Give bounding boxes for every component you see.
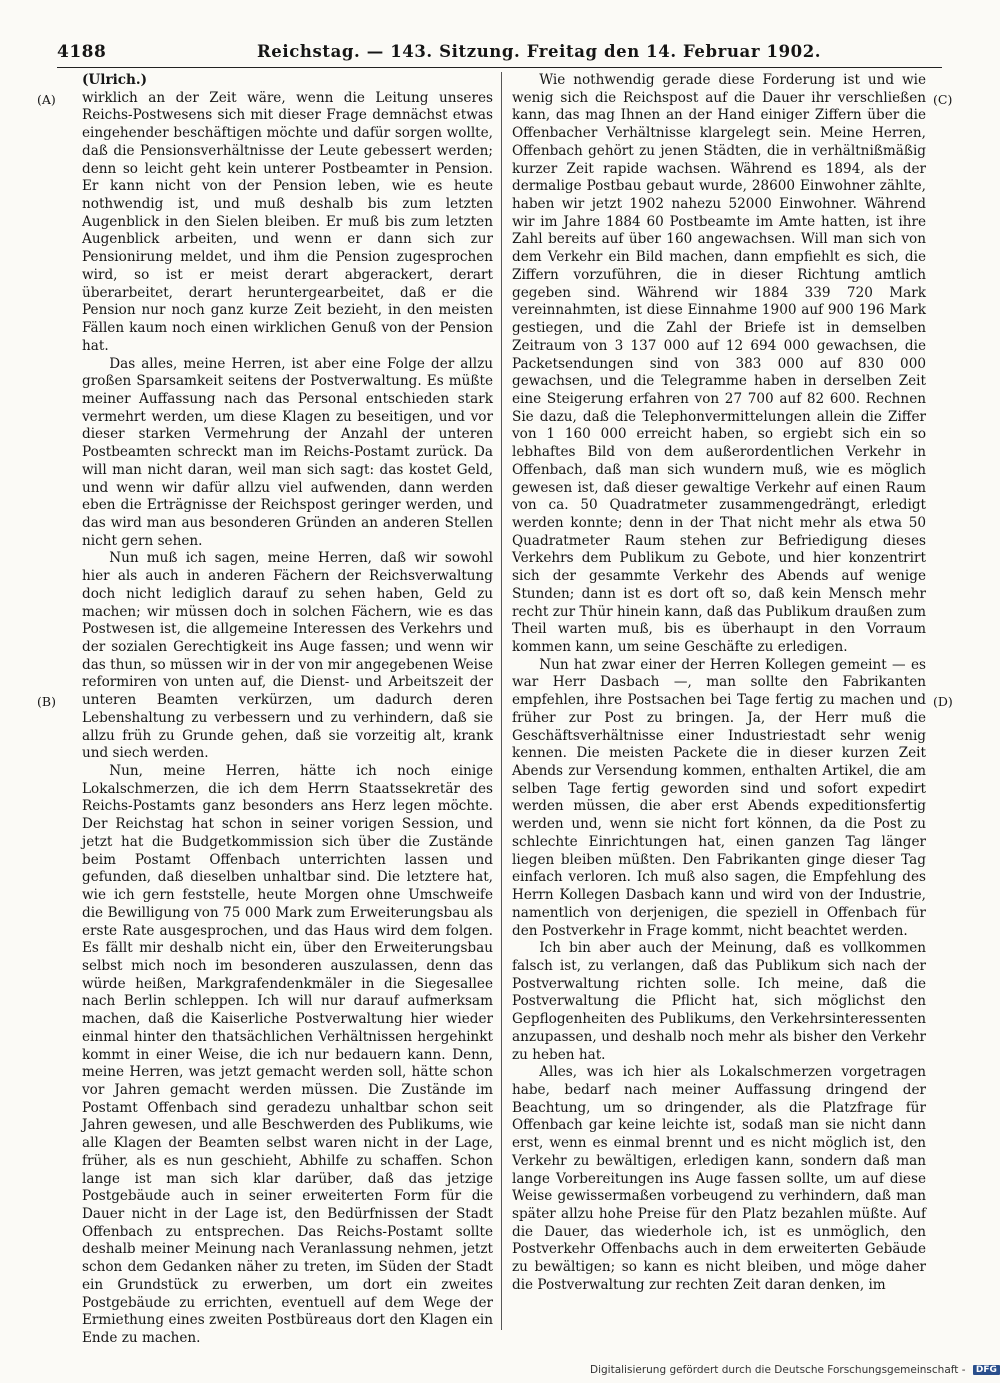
dfg-logo: DFG [973, 1365, 1000, 1375]
paragraph: Nun muß ich sagen, meine Herren, daß wir sowohl hier als auch in anderen Fächern der Reichsverwaltung doch nicht lediglich darauf zu sehen haben, Geld zu machen; wir müssen doch in solchen Fächern, wie es das Postwesen ist, die allgemeine Interessen des Verkehrs und der sozialen Gerechtigkeit ins Auge fassen; und wenn wir das thun, so müssen wir in der von mir angegebenen Weise reformiren von unten auf, die Dienst- und Arbeitszeit der unteren Beamten verkürzen, um dadurch deren Lebenshaltung zu verbessern und zu verhindern, daß sie allzu früh zu Grunde gehen, daß sie vorzeitig alt, krank und siech werden. [82, 550, 493, 762]
paragraph: Nun, meine Herren, hätte ich noch einige Lokalschmerzen, die ich dem Herrn Staatssekretär des Reichs-Postamts ganz besonders ans Herz legen möchte. Der Reichstag hat schon in seiner vorigen Session, und jetzt hat die Budgetkommission sich über die Zustände beim Postamt Offenbach unterrichten lassen und gefunden, daß dieselben unhaltbar sind. Die letztere hat, wie ich gern feststelle, heute Morgen ohne Umschweife die Bewilligung von 75 000 Mark zum Erweiterungsbau als erste Rate ausgesprochen, und das Haus wird dem folgen. Es fällt mir deshalb nicht ein, über den Erweiterungsbau selbst mich noch im besonderen auszulassen, denn das würde heißen, Markgrafendenkmäler in die Siegesallee nach Berlin schleppen. Ich will nur darauf aufmerksam machen, daß die Kaiserliche Postverwaltung hier wieder einmal hinter den thatsächlichen Verhältnissen hergehinkt kommt in einer Weise, die ich nur bedauern kann. Denn, meine Herren, was jetzt gemacht werden soll, hätte schon vor Jahren gemacht werden müssen. Die Zustände im Postamt Offenbach sind geradezu unhaltbar schon seit Jahren gewesen, und alle Beschwerden des Publikums, wie alle Klagen der Beamten selbst waren nicht in der Lage, früher, als es nun geschieht, Abhilfe zu schaffen. Schon lange ist man sich klar darüber, daß das jetzige Postgebäude auch in seiner erweiterten Form für die Dauer nicht in der Lage ist, den Bedürfnissen der Stadt Offenbach zu entsprechen. Das Reichs-Postamt sollte deshalb meiner Meinung nach Veranlassung nehmen, jetzt schon dem Gedanken näher zu treten, im Süden der Stadt ein Grundstück zu erwerben, um dort ein zweites Postgebäude zu errichten, eventuell auf dem Wege der Ermiethung eines zweiten Postbüreaus dort den Klagen ein Ende zu machen. [82, 763, 493, 1347]
column-divider [501, 72, 502, 1330]
page-header [57, 42, 942, 66]
paragraph: Nun hat zwar einer der Herren Kollegen gemeint — es war Herr Dasbach —, man sollte den Fabrikanten empfehlen, ihre Postsachen bei Tage fertig zu machen und früher zur Post zu bringen. Ja, der Herr muß die Geschäftsverhältnisse einer Industriestadt sehr wenig kennen. Die meisten Packete die in dieser kurzen Zeit Abends zur Versendung kommen, enthalten Artikel, die am selben Tage fertig geworden sind und sofort expedirt werden müssen, die aber erst Abends expeditionsfertig werden und, wenn sie nicht fort können, da die Post zu schlechte Einrichtungen hat, einen ganzen Tag länger liegen bleiben müßten. Den Fabrikanten ginge dieser Tag einfach verloren. Ich muß also sagen, die Empfehlung des Herrn Kollegen Dasbach kann und wird von der Industrie, namentlich von derjenigen, die speziell in Offenbach für den Postverkehr in Frage kommt, nicht beachtet werden. [512, 656, 926, 939]
running-title: Reichstag. — 143. Sitzung. Freitag den 14. Februar 1902. [257, 42, 822, 61]
paragraph: Das alles, meine Herren, ist aber eine Folge der allzu großen Sparsamkeit seitens der Postverwaltung. Es müßte meiner Auffassung nach das Personal entschieden stark vermehrt werden, um diese Klagen zu beseitigen, und vor dieser starken Vermehrung der Anzahl der unteren Postbeamten schreckt man im Reichs-Postamt zurück. Da will man nicht daran, weil man sich sagt: das kostet Geld, und wenn wir dafür allzu viel aufwenden, dann werden eben die Erträgnisse der Reichspost geringer werden, und das wird man aus besonderen Gründen an anderen Stellen nicht gern sehen. [82, 355, 493, 549]
paragraph: wirklich an der Zeit wäre, wenn die Leitung unseres Reichs-Postwesens sich mit dieser Frage demnächst etwas eingehender beschäftigen möchte und dafür sorgen wollte, daß die Pensionsverhältnisse der Leute gebessert werden; denn so leicht geht kein unterer Postbeamter in Pension. Er kann nicht von der Pension leben, wie es heute nothwendig ist, und muß deshalb bis zum letzten Augenblick in den Sielen bleiben. Er muß bis zum letzten Augenblick arbeiten, und wenn er dann sich zur Pensionirung meldet, und ihm die Pension zugesprochen wird, so ist er meist derart abgerackert, derart überarbeitet, derart heruntergearbeitet, daß er die Pension nur noch ganz kurze Zeit bezieht, in den meisten Fällen kaum noch einen wirklichen Genuß von der Pension hat. [82, 89, 493, 354]
paragraph: Ich bin aber auch der Meinung, daß es vollkommen falsch ist, zu verlangen, daß das Publikum sich nach der Postverwaltung richten solle. Ich meine, daß die Postverwaltung die Pflicht hat, sich möglichst den Gepflogenheiten des Publikums, den Verkehrsinteressenten anzupassen, und deshalb noch mehr als bisher den Verkehr zu heben hat. [512, 940, 926, 1063]
paragraph: Wie nothwendig gerade diese Forderung ist und wie wenig sich die Reichspost auf die Dauer ihr verschließen kann, das mag Ihnen an der Hand einiger Ziffern über die Offenbacher Verhältnisse klargelegt sein. Meine Herren, Offenbach gehört zu jenen Städten, die in verhältnißmäßig kurzer Zeit rapide wachsen. Während es 1894, als der dermalige Postbau gebaut wurde, 28600 Einwohner zählte, haben wir jetzt 1902 nahezu 52000 Einwohner. Während wir im Jahre 1884 60 Postbeamte im Amte hatten, ist ihre Zahl bereits auf über 160 angewachsen. Will man sich von dem Verkehr ein Bild machen, dann empfiehlt es sich, die Ziffern vorzuführen, die in dieser Richtung amtlich gegeben sind. Während wir 1884 339 720 Mark vereinnahmten, ist diese Einnahme 1900 auf 900 196 Mark gestiegen, und die Zahl der Briefe ist in demselben Zeitraum von 3 137 000 auf 12 694 000 gewachsen, die Packetsendungen sind von 383 000 auf 830 000 gewachsen, und die Telegramme haben in derselben Zeit eine Steigerung erfahren von 27 700 auf 82 600. Rechnen Sie dazu, daß die Telephonvermittelungen allein die Ziffer von 1 160 000 erreicht haben, so ergiebt sich ein so lebhaftes Bild von dem außerordentlichen Verkehr in Offenbach, daß man sich wundern muß, wie es möglich gewesen ist, daß dieser gewaltige Verkehr auf einen Raum von ca. 50 Quadratmeter zusammengedrängt, erledigt werden konnte; denn in der That nicht mehr als etwa 50 Quadratmeter Raum stehen zur Befriedigung dieses Verkehrs dem Publikum zu Gebote, und hier konzentrirt sich der gesammte Verkehr des Abends auf wenige Stunden; dann ist es dort oft so, daß kein Mensch mehr recht zur Thür hinein kann, daß das Publikum draußen zum Theil warten muß, bis es überhaupt in den Vorraum kommen kann, um seine Geschäfte zu erledigen. [512, 72, 926, 655]
footer-credit [590, 1364, 1000, 1376]
paragraph: Alles, was ich hier als Lokalschmerzen vorgetragen habe, bedarf nach meiner Auffassung dringend der Beachtung, um so dringender, als die Platzfrage für Offenbach gar keine leichte ist, sodaß man sie nicht dann erst, wenn es einmal brennt und es nicht möglich ist, den Verkehr zu bewältigen, erledigen kann, sondern daß man lange Vorbereitungen ins Auge fassen sollte, um auf diese Weise gewissermaßen vorbeugend zu verhindern, daß man später allzu hohe Preise für den Platz bezahlen müßte. Auf die Dauer, das wiederhole ich, ist es unmöglich, den Postverkehr Offenbachs auch in dem erweiterten Gebäude zu bewältigen; so kann es nicht bleiben, und möge daher die Postverwaltung zur rechten Zeit daran denken, im [512, 1064, 926, 1293]
right-column [512, 72, 926, 1334]
footer-text: Digitalisierung gefördert durch die Deutsche Forschungsgemeinschaft - [590, 1364, 966, 1376]
margin-mark-d: (D) [933, 694, 953, 709]
margin-mark-c: (C) [933, 92, 953, 107]
margin-mark-a: (A) [37, 92, 56, 107]
left-column [82, 72, 493, 1347]
page-number: 4188 [57, 42, 107, 62]
header-rule [57, 67, 942, 68]
margin-mark-b: (B) [37, 694, 56, 709]
speaker-label: (Ulrich.) [82, 72, 148, 88]
